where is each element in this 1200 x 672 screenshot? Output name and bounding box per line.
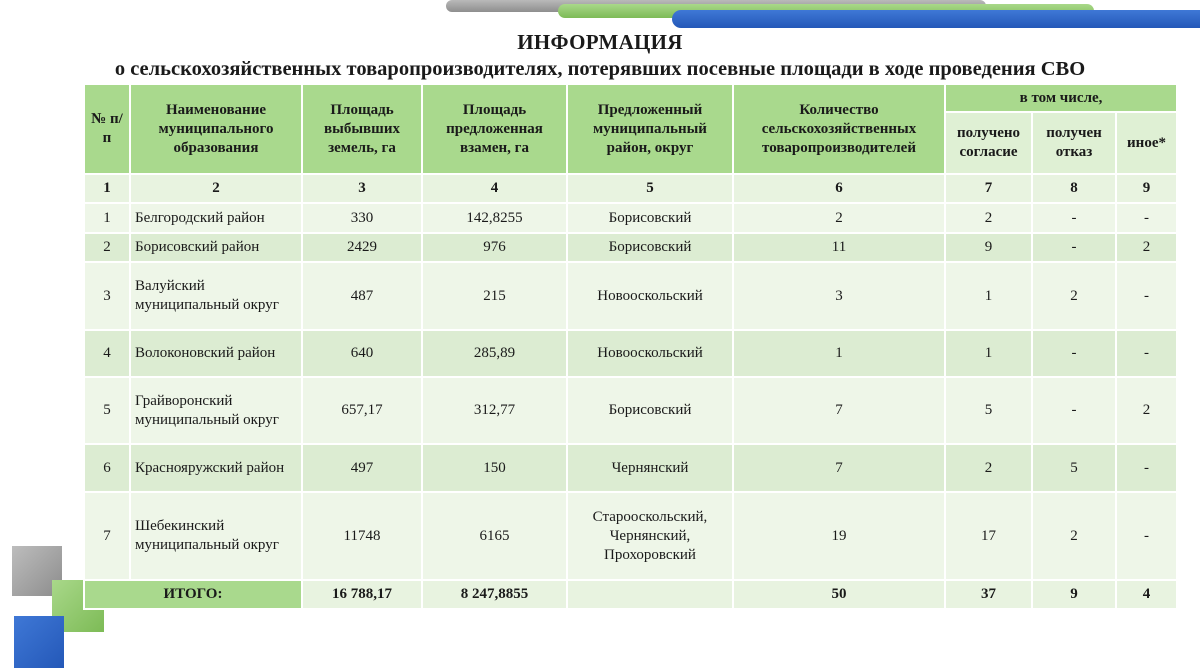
header-producers: Количество сельскохозяйственных товаропроизводителей [733,84,945,174]
cell-area-lost: 2429 [302,233,422,262]
cell-district: Борисовский [567,203,733,233]
cell-municipality: Белгородский район [130,203,302,233]
column-number: 6 [733,174,945,203]
cell-district: Старооскольский, Чернянский, Прохоровский [567,492,733,580]
decor-bar-blue [672,10,1200,28]
cell-municipality: Борисовский район [130,233,302,262]
cell-producers: 19 [733,492,945,580]
cell-area-lost: 11748 [302,492,422,580]
cell-agreed: 9 [945,233,1032,262]
cell-area-offered: 215 [422,262,567,330]
total-refused: 9 [1032,580,1116,609]
cell-num: 2 [84,233,130,262]
column-number: 1 [84,174,130,203]
page-subtitle: о сельскохозяйственных товаропроизводителях, потерявших посевные площади в ходе проведения СВО [114,58,1086,80]
cell-district: Борисовский [567,233,733,262]
column-number: 9 [1116,174,1177,203]
cell-area-lost: 657,17 [302,377,422,444]
cell-area-lost: 497 [302,444,422,492]
header-area-offered: Площадь предложенная взамен, га [422,84,567,174]
column-number-row [84,174,1177,203]
cell-area-offered: 150 [422,444,567,492]
total-label: ИТОГО: [84,580,302,609]
cell-district: Борисовский [567,377,733,444]
cell-area-lost: 640 [302,330,422,377]
table-row [84,203,1177,233]
table-row [84,377,1177,444]
table-row [84,444,1177,492]
cell-other: - [1116,203,1177,233]
cell-agreed: 2 [945,203,1032,233]
cell-district: Новооскольский [567,262,733,330]
cell-municipality: Волоконовский район [130,330,302,377]
cell-refused: - [1032,330,1116,377]
header-other: иное* [1116,112,1177,174]
cell-refused: 5 [1032,444,1116,492]
total-area-offered: 8 247,8855 [422,580,567,609]
cell-other: 2 [1116,233,1177,262]
cell-producers: 3 [733,262,945,330]
cell-other: - [1116,492,1177,580]
cell-area-offered: 285,89 [422,330,567,377]
column-number: 2 [130,174,302,203]
cell-num: 5 [84,377,130,444]
decor-square-blue [14,616,64,668]
cell-area-offered: 142,8255 [422,203,567,233]
cell-area-offered: 6165 [422,492,567,580]
header-num: № п/п [84,84,130,174]
column-number: 4 [422,174,567,203]
cell-municipality: Грайворонский муниципальный округ [130,377,302,444]
cell-num: 1 [84,203,130,233]
cell-refused: - [1032,377,1116,444]
cell-municipality: Краснояружский район [130,444,302,492]
cell-other: - [1116,262,1177,330]
header-agreed: получено согласие [945,112,1032,174]
column-number: 8 [1032,174,1116,203]
column-number: 5 [567,174,733,203]
info-table [83,83,1178,610]
total-district [567,580,733,609]
total-area-lost: 16 788,17 [302,580,422,609]
table-row [84,233,1177,262]
cell-producers: 7 [733,377,945,444]
cell-producers: 11 [733,233,945,262]
cell-area-lost: 330 [302,203,422,233]
cell-num: 4 [84,330,130,377]
cell-area-offered: 976 [422,233,567,262]
column-number: 7 [945,174,1032,203]
cell-agreed: 2 [945,444,1032,492]
column-number: 3 [302,174,422,203]
header-including: в том числе, [945,84,1177,112]
header-municipality: Наименование муниципального образования [130,84,302,174]
table-row [84,262,1177,330]
cell-refused: 2 [1032,262,1116,330]
total-agreed: 37 [945,580,1032,609]
cell-other: - [1116,330,1177,377]
cell-agreed: 1 [945,330,1032,377]
cell-producers: 1 [733,330,945,377]
cell-refused: - [1032,203,1116,233]
total-row [84,580,1177,609]
header-refused: получен отказ [1032,112,1116,174]
header-offered-district: Предложенный муниципальный район, округ [567,84,733,174]
cell-other: - [1116,444,1177,492]
cell-producers: 7 [733,444,945,492]
cell-municipality: Валуйский муниципальный округ [130,262,302,330]
total-producers: 50 [733,580,945,609]
cell-area-lost: 487 [302,262,422,330]
cell-refused: 2 [1032,492,1116,580]
cell-num: 3 [84,262,130,330]
table-row [84,492,1177,580]
cell-producers: 2 [733,203,945,233]
page-title: ИНФОРМАЦИЯ [517,30,683,54]
total-other: 4 [1116,580,1177,609]
cell-district: Новооскольский [567,330,733,377]
cell-other: 2 [1116,377,1177,444]
cell-municipality: Шебекинский муниципальный округ [130,492,302,580]
cell-num: 7 [84,492,130,580]
cell-agreed: 1 [945,262,1032,330]
cell-agreed: 17 [945,492,1032,580]
cell-agreed: 5 [945,377,1032,444]
table-row [84,330,1177,377]
cell-num: 6 [84,444,130,492]
cell-refused: - [1032,233,1116,262]
header-area-lost: Площадь выбывших земель, га [302,84,422,174]
cell-area-offered: 312,77 [422,377,567,444]
cell-district: Чернянский [567,444,733,492]
